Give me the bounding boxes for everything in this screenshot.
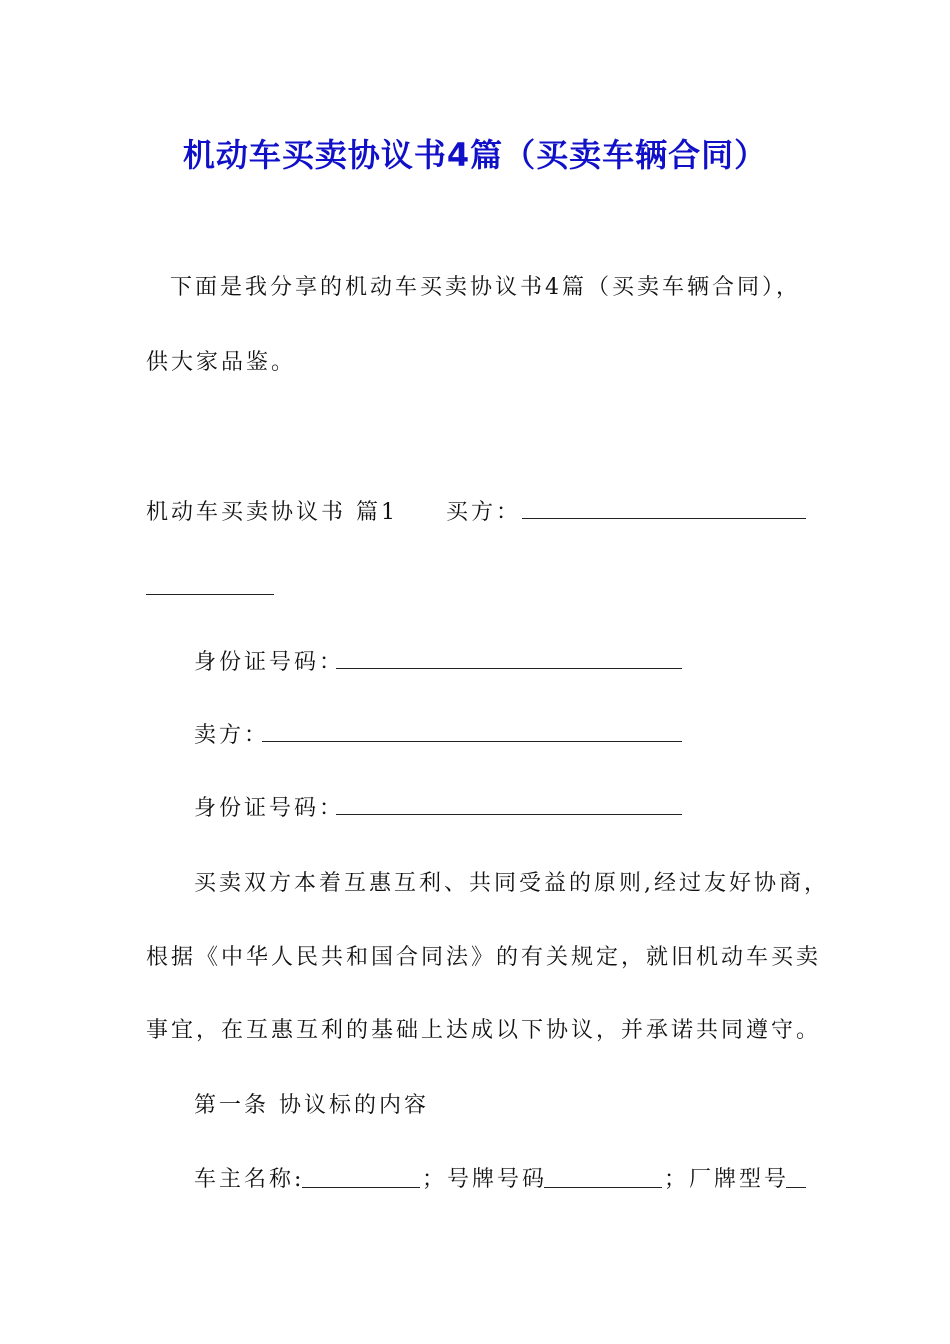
plate-number-label: ；号牌号码 (422, 1167, 548, 1192)
owner-name-label: 车主名称: (194, 1167, 305, 1192)
seller-label: 卖方： (194, 723, 270, 748)
owner-name-blank (302, 1187, 420, 1188)
buyer-id-blank (336, 668, 682, 669)
buyer-blank (522, 518, 806, 519)
article-1-heading: 第一条 协议标的内容 (194, 1093, 429, 1118)
body-line-3: 事宜，在互惠互利的基础上达成以下协议，并承诺共同遵守。 (146, 1018, 822, 1043)
model-label: ；厂牌型号 (664, 1167, 790, 1192)
body-line-1: 买卖双方本着互惠互利、共同受益的原则,经过友好协商， (194, 871, 829, 896)
section-heading: 机动车买卖协议书 篇1 (146, 500, 398, 525)
seller-id-blank (336, 814, 682, 815)
plate-number-blank (544, 1187, 662, 1188)
model-blank (786, 1187, 806, 1188)
buyer-blank-continued (146, 594, 274, 595)
buyer-label: 买方： (446, 500, 522, 525)
intro-line-1: 下面是我分享的机动车买卖协议书4篇（买卖车辆合同）， (170, 275, 801, 300)
body-line-2: 根据《中华人民共和国合同法》的有关规定，就旧机动车买卖 (146, 945, 822, 970)
seller-blank (262, 741, 682, 742)
buyer-id-label: 身份证号码： (194, 650, 345, 675)
intro-line-2: 供大家品鉴。 (146, 350, 297, 375)
document-title: 机动车买卖协议书4篇（买卖车辆合同） (182, 136, 768, 174)
seller-id-label: 身份证号码： (194, 796, 345, 821)
